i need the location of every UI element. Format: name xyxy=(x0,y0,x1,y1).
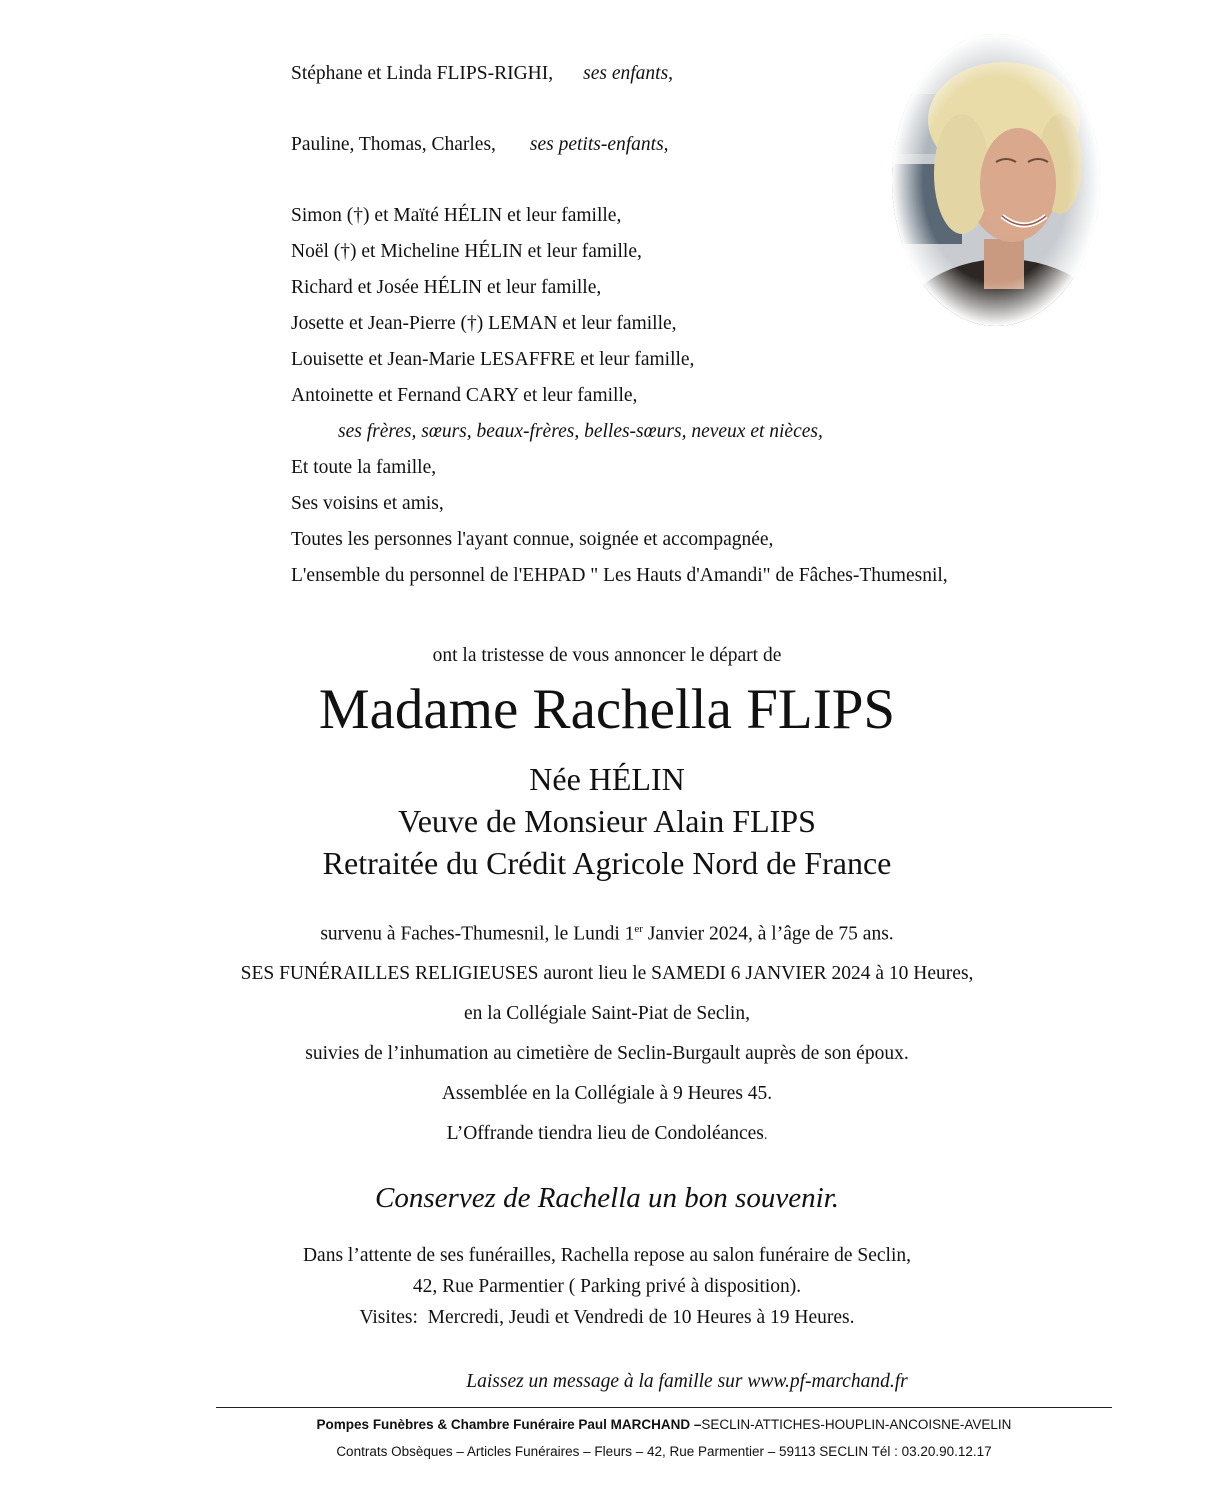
sibling-line: Josette et Jean-Pierre (†) LEMAN et leur famille, xyxy=(291,313,677,334)
announcement-intro: ont la tristesse de vous annoncer le départ de xyxy=(432,645,782,666)
sibling-line: Louisette et Jean-Marie LESAFFRE et leur famille, xyxy=(291,349,695,370)
offering-text: L’Offrande tiendra lieu de Condoléances xyxy=(446,1123,764,1144)
siblings-role: ses frères, sœurs, beaux-frères, belles-sœurs, neveux et nièces, xyxy=(338,421,823,442)
ordinal-suffix: er xyxy=(634,923,643,935)
online-message: Laissez un message à la famille sur www.pf-marchand.fr xyxy=(466,1371,908,1392)
funeral-location: en la Collégiale Saint-Piat de Seclin, xyxy=(464,1003,750,1024)
footer-towns: SECLIN-ATTICHES-HOUPLIN-ANCOISNE-AVELIN xyxy=(701,1417,1012,1432)
death-info xyxy=(0,924,1214,944)
other-line: L'ensemble du personnel de l'EHPAD " Les Hauts d'Amandi" de Fâches-Thumesnil, xyxy=(291,565,948,586)
profession: Retraitée du Crédit Agricole Nord de France xyxy=(322,845,892,881)
sibling-line: Simon (†) et Maïté HÉLIN et leur famille, xyxy=(291,205,622,226)
footer-contact: Contrats Obsèques – Articles Funéraires – Fleurs – 42, Rue Parmentier – 59113 SECLIN Tél : 03.20.90.12.17 xyxy=(336,1444,992,1459)
visiting-hours: Visites: Mercredi, Jeudi et Vendredi de 10 Heures à 19 Heures. xyxy=(359,1307,855,1328)
footer-divider xyxy=(216,1407,1112,1408)
repose-line-2: 42, Rue Parmentier ( Parking privé à disposition). xyxy=(412,1276,802,1297)
children-role: ses enfants, xyxy=(583,63,674,84)
repose-line-1: Dans l’attente de ses funérailles, Rachella repose au salon funéraire de Seclin, xyxy=(302,1245,912,1266)
offering-info xyxy=(0,1124,1214,1144)
other-line: Et toute la famille, xyxy=(291,457,437,478)
children-line xyxy=(291,64,673,84)
sibling-line: Noël (†) et Micheline HÉLIN et leur famille, xyxy=(291,241,642,262)
burial-info: suivies de l’inhumation au cimetière de Seclin-Burgault auprès de son époux. xyxy=(305,1043,909,1064)
portrait-photo xyxy=(892,34,1100,326)
grandchildren-line xyxy=(291,135,669,155)
sibling-line: Richard et Josée HÉLIN et leur famille, xyxy=(291,277,602,298)
footer-company-line xyxy=(0,1418,1214,1432)
footer-company: Pompes Funèbres & Chambre Funéraire Paul MARCHAND – xyxy=(316,1417,702,1432)
grandchildren-names: Pauline, Thomas, Charles, xyxy=(291,134,496,155)
other-line: Toutes les personnes l'ayant connue, soignée et accompagnée, xyxy=(291,529,774,550)
assembly-info: Assemblée en la Collégiale à 9 Heures 45. xyxy=(441,1083,773,1104)
widow-of: Veuve de Monsieur Alain FLIPS xyxy=(398,803,816,839)
grandchildren-role: ses petits-enfants, xyxy=(529,134,669,155)
death-info-b: Janvier 2024, à l’âge de 75 ans. xyxy=(642,923,894,945)
offering-period: . xyxy=(763,1128,768,1143)
maiden-name: Née HÉLIN xyxy=(529,761,685,797)
other-line: Ses voisins et amis, xyxy=(291,493,444,514)
death-info-a: survenu à Faches-Thumesnil, le Lundi 1 xyxy=(320,923,635,945)
sibling-line: Antoinette et Fernand CARY et leur famille, xyxy=(291,385,638,406)
funeral-info: SES FUNÉRAILLES RELIGIEUSES auront lieu le SAMEDI 6 JANVIER 2024 à 10 Heures, xyxy=(240,963,974,984)
children-names: Stéphane et Linda FLIPS-RIGHI, xyxy=(291,63,554,84)
deceased-name: Madame Rachella FLIPS xyxy=(318,678,896,741)
souvenir-message: Conservez de Rachella un bon souvenir. xyxy=(375,1182,839,1214)
